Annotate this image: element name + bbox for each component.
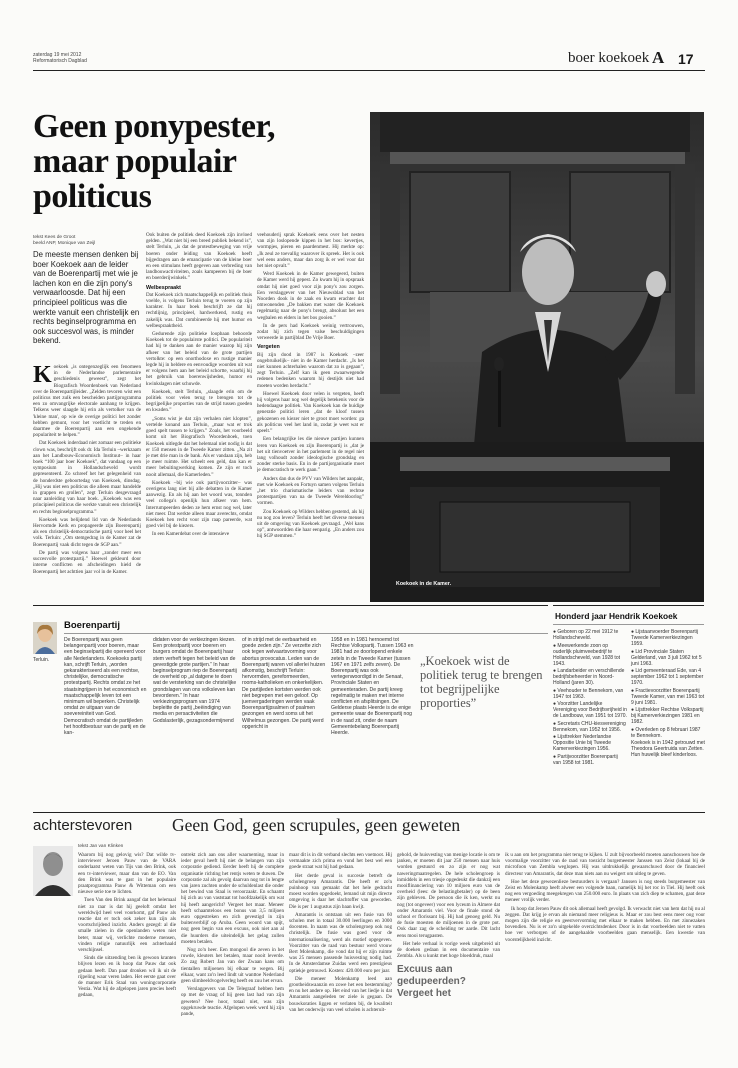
columnist-image: [33, 846, 73, 896]
masthead-rule: [33, 70, 705, 71]
sidebar-fact: ● Lijsttrekker Nederlandse Oppositie Unie bij Tweede Kamerverkiezingen 1956.: [553, 734, 612, 752]
col3-p5: Hoewel Koekoek door velen is vergeten, heeft hij volgens haar nog wel degelijk betekenis voor de hedendaagse politiek. Van Koekoek kan de huidige generatie politici leren „dat de kloof tussen gekozenen en kiezer niet te groot moet worden: ga als politicus veel het land in, zodat je weet wat er speelt.”: [257, 390, 364, 435]
sidebar-fact: ● Secretaris CHU-kiesvereniging Bennekom, van 1952 tot 1956.: [553, 720, 626, 733]
column-col1-p2: Toen Van den Brink aangaf dat het helemaal niet zo raar is dat hij geeloft omdat het wereldwijd heel veel voorkomt, gaf Pauw als reactie dat er toch ook zeker kun zijn als voortschrijdend inzicht. Anders gezegd: al die smalle zielen in die openlanden weten niet beter, maar wij, verlichte moderne mensen, vinden religie natuurlijk een achterhaald verschijnsel.: [78, 897, 176, 954]
col1-p1: oekoek „is ontegenzeglijk een fenomeen in de Nederlandse parlementaire geschiedenis geweest”, zegt het Biografisch Woordenboek van Nederland over de Boerenpartijleider. „Zelden tevoren wist een politicus met zulk een bescheiden partijprogramma een zo omvangrijke electorale aanhang te krijgen. Telkens weer slaagde hij erin als vertolker van de 'kleine man', op wie de overige politici het zonder hebben gemunt, voor het voetlicht te treden en daarmee de Boerenpartij aan een ongekende populariteit te helpen.”: [33, 364, 141, 439]
col3-p1: veehouderij sprak Koekoek eens over het nesten van zijn loslopende kippen in het bos: kevertjes, wormpjes, pieren en paardenmest. Hij merkte op: „Ik zeul ze toevallig waarover ik spreek. Het is ook wel eens anders, maar dan zorg ik er wel voor dat het niet opvalt.”: [257, 232, 364, 270]
sidebar-fact: ● Lijstaanvoerder Boerenpartij Tweede Kamerverkiezingen 1959.: [631, 629, 698, 647]
sidebar-fact: Koekoek is in 1942 getrouwd met Theodora Geertruida van Zetten. Hun huwelijk bleef kinderloos.: [631, 740, 705, 758]
sidebar-fact: ● Voorzitter Landelijke Vereniging voor Bedrijfsvrijheid in de Landbouw, van 1951 tot 1970.: [553, 701, 627, 719]
boerenpartij-title: Boerenpartij: [64, 620, 120, 631]
headline: [33, 109, 363, 214]
col2-p3: Gedurende zijn politieke loopbaan behoorde Koekoek tot de populairste politici. De populariteit had hij te danken aan de manier waarop hij zijn afkeer van het beleid van de grote partijen vertolkte: op een onorthodoxe en rustige manier legde hij in heldere en eenvoudige woorden uit wat er volgens hem aan het beleid schortte, waarbij hij het gebruik van boerenwijsheden, humor en kwinkslagen niet schuwde.: [146, 331, 252, 387]
portrait-image: [33, 622, 57, 654]
boerenpartij-col-1: De Boerenpartij was geen belangenpartij voor boeren, maar een beginselpartij die opereerd voor alle Nederlanders. Koekoeks partij kan, schrijft Terluin, „worden gekarakteriseerd als een rechtse, christelijke, democratische protestpartij. Rechts omdat ze het staatsingrijpen in het economisch en maatschappelijk leven tot een minimum wil beperken. Christelijk omdat ze uitgaan van de soevereiniteit van God. Democratisch omdat de partijleden het hoofdbestuur van de partij en de kan-: [64, 637, 147, 737]
boerenpartij-col-3: of in strijd met de eerbaarheid en goede zeden zijn.” Ze verzette zich ook tegen welvaartsvorming voor abortus provocatus. Leden van de Boerenpartij waren vol allerlei huizen afkomstig, beschrijft Terluin: hervormden, gereformeerden, rooms-katholieken en onkerkelijken. De partijleden kortsten werden ook niet begrepen met een geloof. Op juenvergaderingen werden vaak Boerenpartijpsalmen of psalmen gezongen en werd soms uit het Wilhelmus gezongen. De partij werd opgericht in: [242, 637, 326, 730]
sidebar-fact: ● Lijsttrekker Rechtse Volkspartij bij Kamerverkiezingen 1981 en 1982.: [631, 707, 704, 725]
subhead-welbespraakt: Welbespraakt: [146, 284, 181, 291]
column-pull-quote-line-2: gedupeerden?: [397, 976, 466, 988]
sidebar-title-rule: [553, 624, 704, 625]
sidebar-fact: ● Overleden op 8 februari 1987 te Bennekom.: [631, 726, 701, 739]
column-col5-p1: ik u aan om het programma niet terug te kijken. U zult bijvoorbeeld moeten aanschouwen hoe de voormalige voorzitter van de raad van toezicht burgemeester Janssen van Zeist (lokaal bij de microfoon van Zembla weglopen. Hij was uitdrukkelijk gewaarschuwd door de financieel directeur van Amarantis, dat deze man niets aan nu weigert om uitleg te geven.: [505, 852, 705, 877]
column-col4-p2: Het hele verhaal is vorige week uitgebreid uit de doeken gedaan in een documentaire van Zembla. Als u kunkt met hoge bloeddruk, maal: [397, 940, 500, 960]
headline-line-3: politicus: [33, 178, 152, 215]
col2-p4: Koekoek, stelt Terluin, „slaagde erin om de politiek voor velen terug te brengen tot de begrijpelijke proporties van de strijd tussen goeden en kwaden.”: [146, 388, 252, 414]
sidebar-fact: ● Landarbeider en verschillende bedrijfsbeheerder in Noord-Holland (jaren 30).: [553, 668, 625, 686]
paper-name: Reformatorisch Dagblad: [33, 58, 87, 64]
col3-p3: In de pers had Koekoek weinig vertrouwen, zodat hij zich tegen valse beschuldigingen verweerde in partijblad De Vrije Boer.: [257, 322, 364, 342]
sidebar-title: Honderd jaar Hendrik Koekoek: [555, 611, 678, 621]
column-name: achterstevoren: [33, 817, 133, 834]
section-name: boer koekoek: [568, 50, 650, 66]
col1-p3: Koekoek was belijdend lid van de Nederlands Hervormde Kerk en propageerde zijn Boerenpartij als een christelijk-democratische partij voor heel het volk. Terluin: „Om stemgedrag in de Kamer zat de Boerenpartij vaak dicht tegen de SGP aan.”: [33, 516, 141, 548]
column-col2-p2: Nog zo'n heer. Een mongool die zeven in het ruwde, kleuters het betalen, maar nooit leverde. Zo zag Robert Jan van der Zwaan kans om tientallen miljoenen bij elkaar te wegen. Bij elkaar, want zo'n leed lindt uit wanttoe Nederland geen slimbeeldvogelverleg heeft en zuu het ervan.: [181, 947, 284, 985]
col3-p8: Zou Koekoek op Wilders hebben gestemd, als hij nu nog zou leven? Terluin heeft het diverse mensen uit de omgeving van Koekoek gevraagd. „Wel kans op”, antwoordden die haar eenparig. „En anders zou hij SGP stemmen.”: [257, 508, 364, 540]
col3-p4: Bij zijn dood in 1987 is Koekoek –zeer ongebruikelijk– niet in de Kamer herdacht. „Is het niet kunnen achterhalen waarom dat zo is gegaan”, zegt Terluin. „Zelf kan ik geen zwaarwegende redenen bedenken waarom hij destijds niet had moeten worden herdacht.”: [257, 351, 364, 389]
subhead-vergeten: Vergeten: [257, 344, 280, 351]
page-number: 17: [678, 51, 694, 67]
sidebar-fact: ● Lid gemeenteraad Ede, van 4 september 1962 tot 1 september 1970.: [631, 668, 704, 686]
column-col3-p1: maar dit is in dit verband slechts een voetnoot. Hij vermaakte zich prima en vond het best wel een goede straat wat hij had gedaan.: [289, 852, 392, 871]
column-pull-quote-line-1: Excuus aan: [397, 964, 453, 976]
column-col-4: [397, 852, 500, 1062]
intro-text: De meeste mensen denken bij boer Koekoek aan de leider van de Boerenpartij met wie je lachen kon en die zijn pony's verwaarloosde. Dat hij een principieel politicus was die werkte vanuit een christelijk en rechts beginselprogramma en ook succesvol was, is minder bekend.: [33, 250, 140, 346]
boerenpartij-col-4: 1958 en in 1981 hernoemd tot Rechtse Volkspartij. Tussen 1963 en 1981 had ze doorlopend enkele zetels in de Tweede Kamer (tussen 1967 en 1971 zelfs zeven). De Boerenpartij was ook vertegenwoordigd in de Senaat, Provinciale Staten en gemeenteraden. De partij kreeg regelmatig te maken met interne conflicten en afsplitsingen. De Gelderse plaats Heerde is de enige gemeente waar de Boerenpartij nog in de raad zit, onder de naam Gemeentebelang Boerenpartij Heerde.: [331, 637, 414, 737]
sidebar-col-1: [553, 629, 627, 767]
column-col2-p3: Verslaggevers van De Telegraaf hebben hem op met de vraag of hij geen last had van zijn geweten? Nee hoor, totaal niet, was zijn opgekruwde teactie. Afgelopen week werd hij zijn pande,: [181, 986, 284, 1018]
column-col5-p2: Hoe het deze gewezenlieze bestuurders is vergaan? Janssen is nog steeds burgemeester van Zeist en Molenkamp heeft alweer een volgende baan, namelijk bij het roc in Tiel. Hij heeft ook nog een vergoeding meegekregen van 250.000 euro. In plaats van zich diep te schamen, gaat deze meneer vrolijk verder.: [505, 878, 705, 904]
column-col5-p3: Ik hoop dat Jeroen Pauw dit ook allemaal heeft gevolgd. Ik verwacht niet van hem dat hij nu al zeggen. Dat krijg je ervan als niemand meer religieus is. Maar er zou best eens meer oog voor mogen zijn die religie en geestvervorming met elkaar te maken hebben. En met zinnezaken bovendien. Nu is er zo'n uitgekelde overzichtsdenker. Door is in dat voorbeelden niet te vatten hoe ver verborgen of de aangehaalde voorbeelden gaan menselijk. Een kwestie van voorstelijkheid inzicht.: [505, 905, 705, 943]
columnist-portrait: [33, 846, 73, 896]
photo-caption: Koekoek in de Kamer.: [396, 581, 452, 587]
column-col-5: [505, 852, 705, 1062]
column-col3-p4: Die meneer Molenkamp leed aan grootheidswaanzin en zowe het een bestemming? en nu het andere op. Het eind van het liedje is dat Amarantis aangeleden ter ziele is gegaan. De bouwkoraties liggen er verlaten bij, de kwaliteit van het onderwijs van veel scholen is achteruit-: [289, 975, 392, 1013]
headline-line-2: maar populair: [33, 143, 237, 180]
column-headline: Geen God, geen scrupules, geen geweten: [172, 815, 461, 835]
drop-cap: K: [33, 364, 52, 388]
column-byline: tekst Jan van Klinken: [78, 844, 124, 849]
sidebar-fact: ● Meewerkende zoon op ouderlijk pluimveebedrijf te Hollandscheveld, van 1928 tot 1943.: [553, 642, 620, 667]
byline-photo: beeld ANP, Monique van Zeijl: [33, 241, 96, 246]
sidebar-top-rule: [553, 605, 704, 606]
date-line: zaterdag 19 mei 2012: [33, 52, 82, 58]
column-col2-p1: ontrekt zich aan ons aller waarneming, maar in ieder geval heeft hij niet de belangen van zijn corporatie gediend. Eerder heeft hij de complete organisatie richting het rentjs weten te duwen. De corporatie zal als gevolg daarvan nog tot in lengte van jaren zuchten onder de schuldenlast die onder het bewind van Staal is veroorzaakt. En schaamt hij zich au van vaststaat tot hoofdzakelijk om wat hij heeft aangericht? Vergeet het maar. Meneer heeft schaamteloos een bonus van 3,5 miljoen euro opgestreken en zich gevestigd in zijn buitenverblijf op Aruba. Geen woord van spijt, nog geen begin van een excuus, ook niet aan al die huurders die uiteindelijk het gelag zullen moeten betalen.: [181, 852, 284, 945]
koekoek-photo: [370, 112, 704, 602]
sidebar-fact: ● Partijvoorzitter Boerenpartij van 1958 tot 1981.: [553, 753, 618, 766]
byline: [33, 235, 95, 247]
sidebar-fact: ● Fractievoorzitter Boerenpartij Tweede Kamer, van mei 1963 tot 9 juni 1981.: [631, 687, 705, 706]
col2-p2: Dat Koekoek zich maatschappelijk en politiek thuis voelde, is volgens Terluin terug te voeren op zijn karakter. In haar boek beschrijft ze dat hij rechtlijnig, principieel, hardwerkend, rustig en zakelijk was. Dat combineerde hij met humor en welbespraaktheid.: [146, 291, 252, 329]
boerenpartij-col-2: didaten voor de verkiezingen kiezen. Een protestpartij voor boeren en burgers omdat de Boerenpartij haar stem verheft tegen het beleid van de gevestigde grote partijen.” In haar beginselprogram riep de Boerenpartij de overheid op „al datgene te doen wat de versterking van de christelijke grondslagen van ons volksleven kan bevorderen.” In haar verkiezingsprogram van 1974 bepleitte de partij „beëindiging van media en persactiviteiten die Godslasterlijk, gezagsondermijnend: [153, 637, 237, 724]
col2-p5: „Soms wist je dat zijn verhalen niet klopten”, vertelde konand aan Terluin, „maar wat er trok goed spelt tussen te krijgen.” Zoals, het voorbeeld komt uit het Biografisch Woordenboek, toen Koekoek uitlegde dat het helemaal niet nodig is dat er 150 mensen in de Tweede Kamer zitten. „Na zit je met drie man in de bank. Als er vandaan zijn, heb je meer ruimte. Het scheelt een geld, dan kan er meer bebuitingwerking komen. Ze zijn er toch nooit allemaal, die Kamerleden.”: [146, 415, 252, 478]
terluin-portrait: [33, 622, 57, 654]
byline-text: tekst Kees de Groot: [33, 235, 76, 240]
col2-p6: Koekoek –bij wie ook partijvoorzitter– was overigens lang niet bij alle debatten in de Kamer aanwezig. En als hij aan het woord was, tonnden veel collega's openlijk hun afkeer van hem. Interrumpeerden deden ze hem ernst nog wel, later niet meer. Dat werkte alleen maar averechts, omdat Koekoek hen recht voor zijn raap pareerde, wat goed viel bij de kiezers.: [146, 479, 252, 530]
column-col-2: [181, 852, 284, 1062]
col3-p2: Werd Koekoek in de Kamer gewegeerd, buiten de Kamer werd hij gepest. Zo kwam hij in opspraak omdat hij niet goed voor zijn pony's zou zorgen. Een verslaggever van het Nieuwsblad van het Noorden dook in de zaak en kwam erachter dat omwonenden „De bakken met water die Koekoek regelmatig naar de pony's brengt, absoluut het een wegbalen en elders in het bos gooien.”: [257, 271, 364, 321]
section-mark: A: [652, 48, 665, 67]
boerenpartij-top-rule: [33, 605, 548, 606]
article-col-3: [257, 232, 364, 604]
sidebar-fact: ● Geboren op 22 mei 1912 te Hollandscheveld.: [553, 629, 619, 641]
article-col-1: [33, 364, 141, 604]
column-col-1: [78, 852, 176, 1062]
col1-p4: De partij was volgens haar „zonder meer een succesvolle protestpartij.” Hoewel gekleurd door interne conflicten en afscheidingen hield de Boerenpartij het achttien jaar vol in de Kamer.: [33, 549, 141, 575]
col1-p2: Dat Koekoek inderdaad niet zomaar een politieke clown was, beschrijft ook dr. Ida Terluin –werkzaam aan het Landbouw-Economisch Instituut– in haar boek “100 jaar boer Koekoek”, dat vandaag op een symposium in Hollandscheveld wordt gepresenteerd. Zo schreef het het gelegenheid van de honderdste geboortedag van Koekoek, dinsdag. „Hij was niet een politicus die alleen maar handelde in grappen en grollen”, zegt Terluin desgevraagd naar aanleiding van haar boek. „Koekoek was een principieel politicus die werkte vanuit een christelijk en rechts beginselprogramma.”: [33, 440, 141, 515]
col3-p7: Anders dan dus de PVV van Wilders het aanpakt, met wie Koekoek en Fortuyn samen volgens Terluin „het trio charismatische leiders van rechtse protestpartijen van na de Tweede Wereldoorlog” vormen.: [257, 475, 364, 507]
main-photo: [370, 112, 704, 602]
column-col-3: [289, 852, 392, 1062]
sidebar-fact: ● Veehouder te Bennekom, van 1947 tot 1963.: [553, 687, 624, 700]
col2-p7: In een Kamerdebat over de intensieve: [152, 531, 230, 538]
portrait-caption: Terluin.: [33, 657, 50, 663]
boerenpartij-title-rule: [64, 633, 548, 634]
col2-p1: Ook buiten de politiek deed Koekoek zijn invloed gelden. „Wat niet bij een breed publiek bekend is”, stelt Terluin, „is dat de protestbeweging van vrije boeren onder leiding van Koekoek heeft bijgedragen aan de emancipatie van de kleine boer en een stimulans heeft gegeven aan verbreding van landbouwactiviteiten, zoals kampeeren bij de boer en boerderijwinkels.”: [146, 232, 252, 282]
sidebar-fact: ● Lid Provinciale Staten Gelderland, van 3 juli 1962 tot 5 juni 1963.: [631, 648, 702, 667]
sidebar-col-2: [631, 629, 705, 760]
col3-p6: Een belangrijke les die nieuwe partijen kunnen leren van Koekoek en zijn Boerenpartij is „dat je het uit tienvoetver in het parlement in de regel niet lang volhoudt zonder ideologische grondslag en zonder sterke basis. En in de partijorganisatie moet je democratisch te werk gaan.”: [257, 436, 364, 474]
column-pull-quote-line-3: Vergeet het: [397, 988, 451, 1000]
column-col3-p3: Amarantis is ontstaan uit een fusie van 60 scholen met in totaal 30.000 leerlingen en 3000 docenten. In naam was de scholengroep ook nog christelijk. De fusie was goed voor de internationalisering, werd als motief opgegeven. Voorzitter van de raad van bestuur werd vrouw Bert Molenkamp, die vond dat hij er zijn ruimte was 25 mensen passende huisvesting nodig had. In de Amsterdamse Zuidas werd een prestigieus optiekje getrouwd. Kosten: 420.000 euro per jaar.: [289, 911, 392, 974]
article-col-2: [146, 232, 252, 604]
column-col1-p1: Waarom bij nog gelovig wis? Dat wilde tv-interviewer Jeroen Pauw van de VARA onderlaatst weten van Tijs van den Brink, ook een tv-interviewer, maar dan van de EO. Van den Brink was te gast in het populaire praatprogramma Pauw & Witteman om een nieuwe serie toe te lichten.: [78, 852, 176, 896]
column-top-rule: [33, 812, 705, 813]
column-col1-p3: Sinds die uitzending ben ik gewoon kranten blijven lezen en ik hoop dat Pauw dat ook gedaan heeft. Dan paar dronken wil ik uit de rijpeling waar veren laden. Het eerste gaat over de manner Erik Staal van woningcorporatie Vestia. Wat hij de afgelopen jaren precies heeft gedaan,: [78, 955, 176, 999]
headline-line-1: Geen ponypester,: [33, 108, 275, 145]
column-col3-p2: Het derde geval is succesie betreft de scholengroep Amarantis. Die heeft er zo'n puinhoop van gemaakt dat het hele gedracht moest worden opgedoekt, lemand uit mijn directe omgeving is daar het slachtoffer van geworden. Die is per 1 augustus zijn baan kwijt.: [289, 872, 392, 910]
pull-quote: „Koekoek wist de politiek terug te brengen tot begrijpelijke proporties”: [420, 654, 543, 710]
column-col4-p1: gehold, de huisvesting van menige locatie is om te janken, er moeten dit jaar 250 mensen naar huis worden gestuurd en zo zijn er nog wat naweringmaatregelen. De hele scholengroep is inmiddels in een triesje opgedeukt die dankzij een mooiflinanciering van 10 miljoen euro van de overheid (lees: de belastingbetaler) op de been zijn gehleven. De persoon die ik ken, werkt nu nog (tot ongeveer) voor een lyceum in Almere dat onder Amarantis viel. Voor de finale stond de school er florissant bij. Hij had genoeg geld. Nu de fusie moesten de miljoenen in de grote pot. Ook daar zag de scheiding ter aarde. Dit lacht eens mooi terugpasten.: [397, 852, 500, 939]
column-pull-quote: [397, 964, 500, 1000]
